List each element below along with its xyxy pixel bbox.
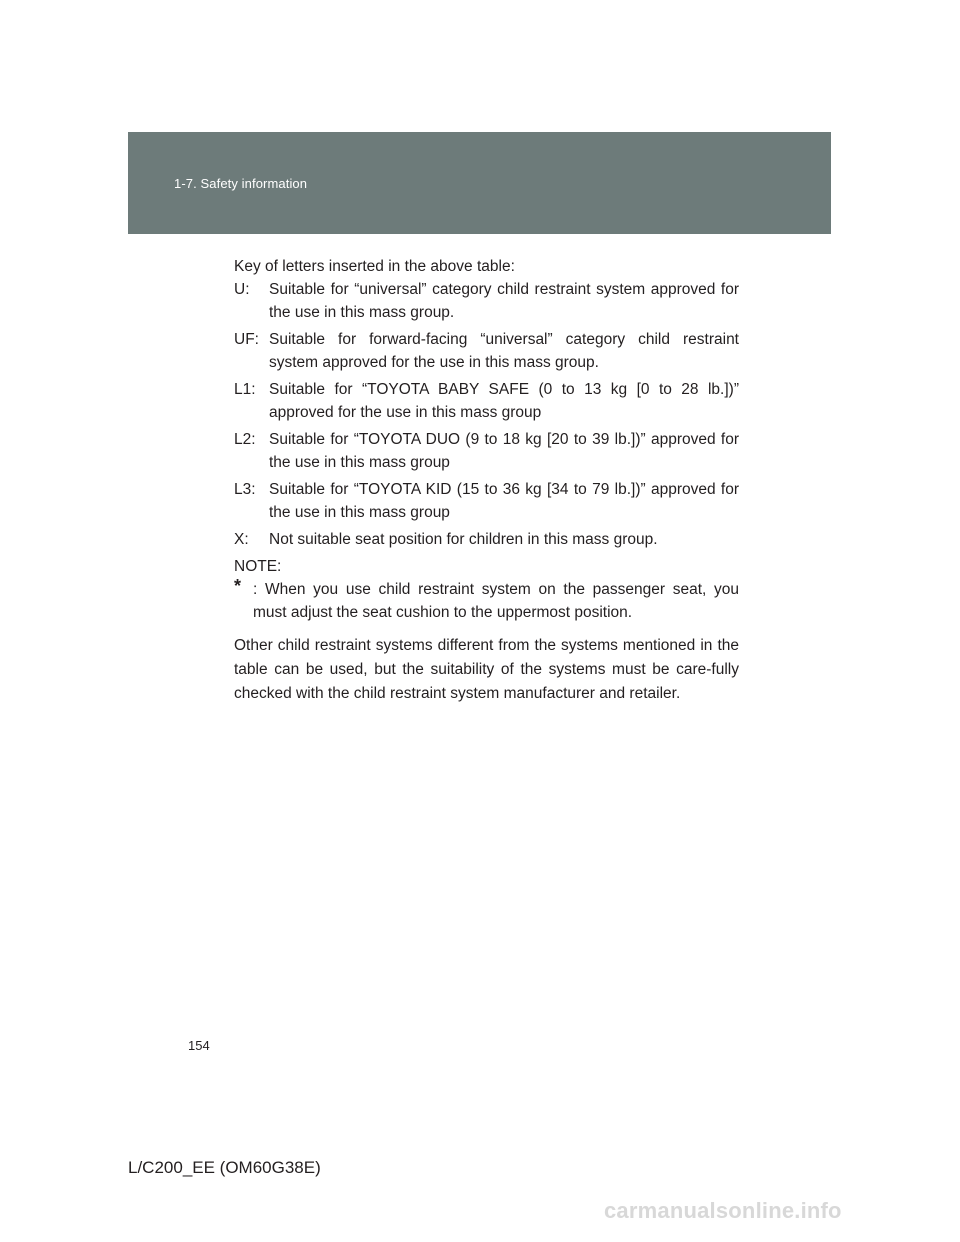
- page-content: [234, 255, 739, 706]
- key-item-uf: [234, 328, 739, 374]
- key-description: Not suitable seat position for children in this mass group.: [269, 531, 658, 548]
- key-item-u: [234, 278, 739, 324]
- key-letter: L1:: [234, 381, 256, 398]
- key-item-l3: [234, 478, 739, 524]
- note-label: NOTE:: [234, 558, 282, 575]
- key-item-x: [234, 528, 739, 551]
- key-description: Suitable for “universal” category child restraint system approved for the use in this mass group.: [269, 281, 739, 321]
- note-text: : When you use child restraint system on the passenger seat, you must adjust the seat cushion to the uppermost position.: [253, 581, 739, 621]
- key-description: Suitable for “TOYOTA DUO (9 to 18 kg [20 to 39 lb.])” approved for the use in this mass group: [269, 431, 739, 471]
- note-item: [234, 578, 739, 624]
- page-number: 154: [188, 1038, 210, 1053]
- key-item-l1: [234, 378, 739, 424]
- closing-paragraph: Other child restraint systems different from the systems mentioned in the table can be used, but the suitability of the systems must be care-fully checked with the child restraint system manufacturer and retailer.: [234, 637, 739, 702]
- key-description: Suitable for “TOYOTA BABY SAFE (0 to 13 kg [0 to 28 lb.])” approved for the use in this mass group: [269, 381, 739, 421]
- watermark: carmanualsonline.info: [604, 1198, 842, 1223]
- key-letter: L3:: [234, 481, 256, 498]
- key-letter: L2:: [234, 431, 256, 448]
- key-description: Suitable for “TOYOTA KID (15 to 36 kg [34 to 79 lb.])” approved for the use in this mass group: [269, 481, 739, 521]
- key-description: Suitable for forward-facing “universal” category child restraint system approved for the use in this mass group.: [269, 331, 739, 371]
- key-letter: UF:: [234, 331, 259, 348]
- key-letter: U:: [234, 281, 250, 298]
- section-title: 1-7. Safety information: [174, 176, 308, 191]
- key-letter: X:: [234, 531, 249, 548]
- key-item-l2: [234, 428, 739, 474]
- document-code: L/C200_EE (OM60G38E): [128, 1158, 321, 1177]
- asterisk-mark: *: [234, 576, 242, 596]
- key-intro: Key of letters inserted in the above table:: [234, 258, 515, 275]
